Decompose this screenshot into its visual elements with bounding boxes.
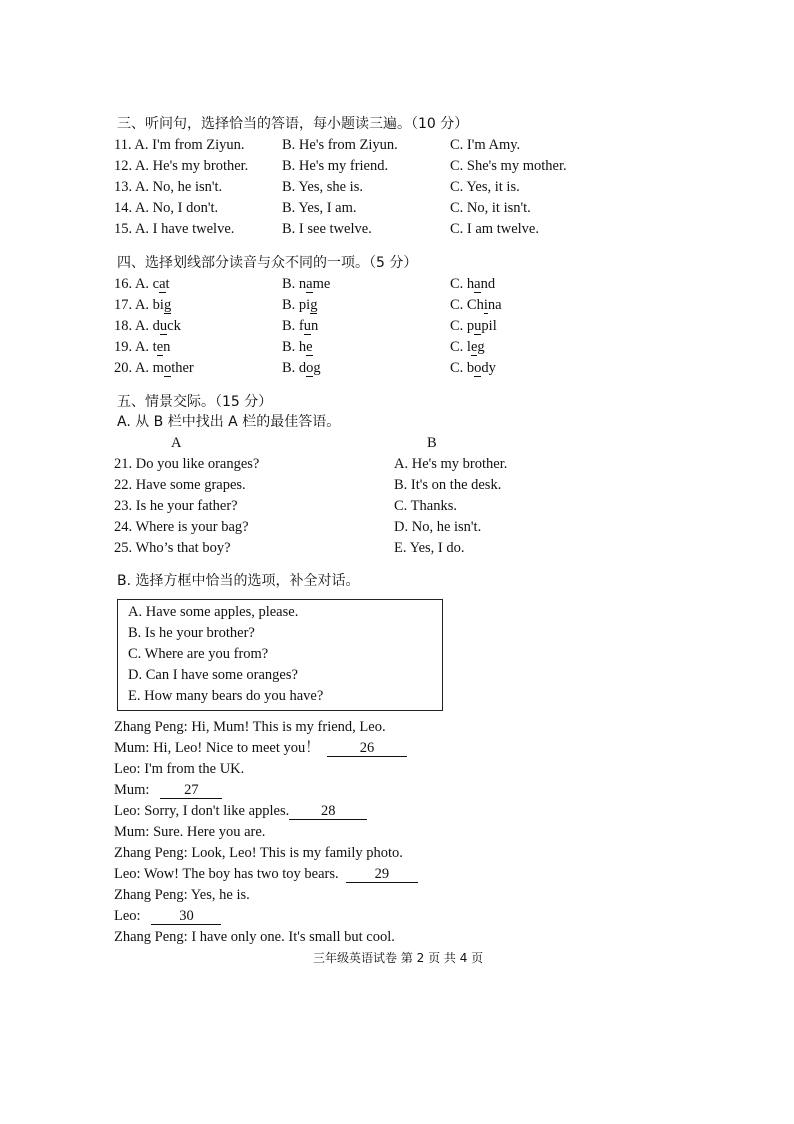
option-c[interactable]: C. China xyxy=(450,297,502,313)
dialogue-line: Leo: 30 xyxy=(0,906,794,927)
option-c[interactable]: C. body xyxy=(450,360,496,376)
box-option[interactable]: D. Can I have some oranges? xyxy=(128,667,298,683)
question-text: 21. Do you like oranges? xyxy=(114,456,260,472)
question-row xyxy=(0,135,794,156)
option-a[interactable]: 17. A. big xyxy=(114,297,172,313)
option-b[interactable]: B. dog xyxy=(282,360,321,376)
question-row xyxy=(0,198,794,219)
option-b[interactable]: B. I see twelve. xyxy=(282,221,372,237)
option-c[interactable]: C. No, it isn't. xyxy=(450,200,531,216)
option-a[interactable]: 15. A. I have twelve. xyxy=(114,221,235,237)
answer-option[interactable]: D. No, he isn't. xyxy=(394,519,482,535)
option-b[interactable]: B. fun xyxy=(282,318,319,334)
section5-heading: 五、情景交际。（15 分） xyxy=(117,394,273,410)
dialogue-line: Leo: Wow! The boy has two toy bears. 29 xyxy=(0,864,794,885)
options-box xyxy=(117,599,443,711)
part-a-instruction: A. 从 B 栏中找出 A 栏的最佳答语。 xyxy=(117,414,341,430)
matching-row xyxy=(0,517,794,538)
option-b[interactable]: B. Yes, she is. xyxy=(282,179,363,195)
question-row xyxy=(0,177,794,198)
option-b[interactable]: B. name xyxy=(282,276,331,292)
dialogue-line: Mum: 27 xyxy=(0,780,794,801)
option-c[interactable]: C. pupil xyxy=(450,318,497,334)
matching-row xyxy=(0,496,794,517)
option-b[interactable]: B. He's my friend. xyxy=(282,158,389,174)
option-a[interactable]: 14. A. No, I don't. xyxy=(114,200,219,216)
page-footer: 三年级英语试卷 第 2 页 共 4 页 xyxy=(313,951,484,965)
dialogue-line: Zhang Peng: Yes, he is. xyxy=(114,887,250,903)
option-c[interactable]: C. hand xyxy=(450,276,496,292)
answer-blank[interactable]: 29 xyxy=(346,866,418,883)
dialogue-line: Zhang Peng: I have only one. It's small but cool. xyxy=(114,929,395,945)
matching-row xyxy=(0,454,794,475)
option-a[interactable]: 19. A. ten xyxy=(114,339,171,355)
dialogue-line: Mum: Hi, Leo! Nice to meet you！ 26 xyxy=(0,738,794,759)
answer-blank[interactable]: 27 xyxy=(160,782,222,799)
box-option[interactable]: B. Is he your brother? xyxy=(128,625,255,641)
dialogue-line: Zhang Peng: Hi, Mum! This is my friend, Leo. xyxy=(114,719,386,735)
question-text: 25. Who’s that boy? xyxy=(114,540,231,556)
question-row xyxy=(0,295,794,316)
matching-row xyxy=(0,475,794,496)
question-text: 23. Is he your father? xyxy=(114,498,238,514)
option-c[interactable]: C. I'm Amy. xyxy=(450,137,521,153)
option-c[interactable]: C. Yes, it is. xyxy=(450,179,520,195)
answer-option[interactable]: E. Yes, I do. xyxy=(394,540,465,556)
question-row xyxy=(0,358,794,379)
question-row xyxy=(0,316,794,337)
column-b-label: B xyxy=(427,435,437,451)
dialogue-line: Mum: Sure. Here you are. xyxy=(114,824,266,840)
option-a[interactable]: 20. A. mother xyxy=(114,360,194,376)
column-labels xyxy=(0,433,794,454)
option-b[interactable]: B. He's from Ziyun. xyxy=(282,137,398,153)
answer-option[interactable]: A. He's my brother. xyxy=(394,456,508,472)
dialogue-line: Zhang Peng: Look, Leo! This is my family photo. xyxy=(114,845,403,861)
option-b[interactable]: B. pig xyxy=(282,297,318,313)
answer-blank[interactable]: 28 xyxy=(289,803,367,820)
option-b[interactable]: B. Yes, I am. xyxy=(282,200,357,216)
option-c[interactable]: C. I am twelve. xyxy=(450,221,539,237)
answer-option[interactable]: B. It's on the desk. xyxy=(394,477,502,493)
box-option[interactable]: E. How many bears do you have? xyxy=(128,688,324,704)
section3-heading: 三、听问句，选择恰当的答语，每小题读三遍。（10 分） xyxy=(117,116,469,132)
option-a[interactable]: 18. A. duck xyxy=(114,318,181,334)
option-c[interactable]: C. leg xyxy=(450,339,485,355)
box-option[interactable]: A. Have some apples, please. xyxy=(128,604,299,620)
part-b-instruction: B. 选择方框中恰当的选项，补全对话。 xyxy=(117,573,360,589)
answer-option[interactable]: C. Thanks. xyxy=(394,498,457,514)
answer-blank[interactable]: 30 xyxy=(151,908,221,925)
matching-row xyxy=(0,538,794,559)
column-a-label: A xyxy=(171,435,182,451)
answer-blank[interactable]: 26 xyxy=(327,740,407,757)
section4-heading: 四、选择划线部分读音与众不同的一项。（5 分） xyxy=(117,255,418,271)
option-a[interactable]: 13. A. No, he isn't. xyxy=(114,179,223,195)
option-a[interactable]: 11. A. I'm from Ziyun. xyxy=(114,137,245,153)
question-text: 22. Have some grapes. xyxy=(114,477,246,493)
question-row xyxy=(0,156,794,177)
box-option[interactable]: C. Where are you from? xyxy=(128,646,269,662)
option-b[interactable]: B. he xyxy=(282,339,313,355)
option-a[interactable]: 12. A. He's my brother. xyxy=(114,158,249,174)
question-row xyxy=(0,219,794,240)
dialogue-line: Leo: I'm from the UK. xyxy=(114,761,245,777)
dialogue-line: Leo: Sorry, I don't like apples. 28 xyxy=(0,801,794,822)
question-text: 24. Where is your bag? xyxy=(114,519,249,535)
question-row xyxy=(0,337,794,358)
option-a[interactable]: 16. A. cat xyxy=(114,276,170,292)
question-row xyxy=(0,274,794,295)
option-c[interactable]: C. She's my mother. xyxy=(450,158,567,174)
